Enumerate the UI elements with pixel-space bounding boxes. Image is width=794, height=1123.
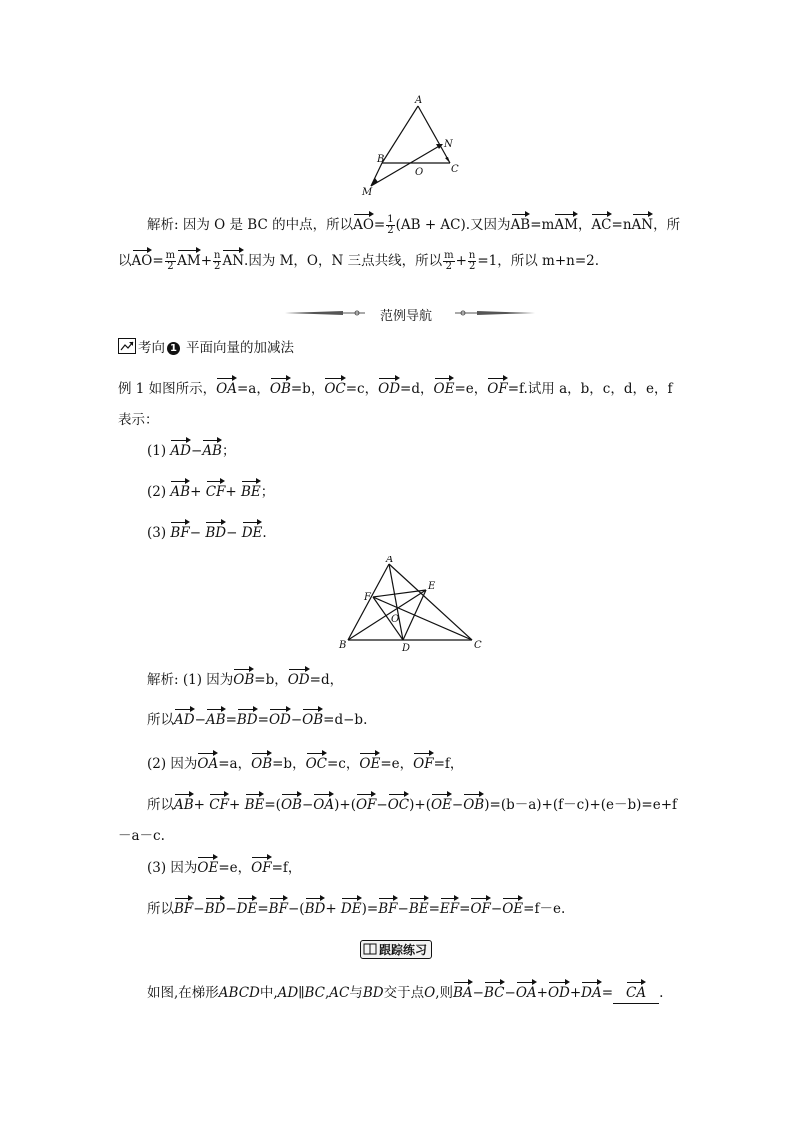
fraction-half: $\frac{1}{2}$ — [387, 214, 394, 236]
figure-triangle-1 — [355, 93, 465, 203]
label-D: D — [402, 643, 411, 654]
answer-blank: CA — [613, 983, 659, 1004]
label-N: N — [444, 139, 453, 150]
solution-2-part-1-result: 所以AD−AB=BD=OD−OB=d−b. — [147, 712, 368, 728]
label-C: C — [451, 164, 459, 175]
example-1-line-2: 表示： — [118, 412, 159, 428]
label-A: A — [415, 95, 423, 106]
vec-AO: AO — [353, 217, 374, 233]
solution-2-part-3: (3) 因为OE=e，OF=f， — [147, 860, 302, 876]
exercise-text: 如图,在梯形ABCD中,AD∥BC,AC与BD交于点O,则BA−BC−OA+OD+DA= CA . — [147, 983, 663, 1004]
question-3: (3) BF− BD− DE. — [147, 525, 267, 541]
label-E: E — [428, 581, 436, 592]
question-2: (2) AB+ CF+ BE； — [147, 484, 275, 500]
section-title: 平面向量的加减法 — [186, 340, 294, 356]
label-O: O — [415, 167, 424, 178]
solution-2-part-2: (2) 因为OA=a，OB=b，OC=c，OE=e，OF=f， — [147, 756, 464, 772]
label-B: B — [377, 154, 385, 165]
banner-title: 范例导航 — [380, 309, 433, 324]
label-C: C — [474, 640, 482, 651]
label-O: O — [391, 614, 400, 625]
section-number-badge: 1 — [167, 342, 180, 355]
practice-label: 跟踪练习 — [360, 940, 432, 958]
section-heading: 考向 1 平面向量的加减法 — [118, 338, 294, 358]
trend-icon — [118, 338, 136, 354]
figure-triangle-2 — [333, 556, 493, 656]
question-1: (1) AD−AB； — [147, 443, 236, 459]
solution-1-line-2: 以AO= $\frac{m}{2}$ AM+ $\frac{n}{2}$ AN.因为 M，O，N 三点共线，所以 $\frac{m}{2}$ + $\frac{n}{2}$ =1，所以 m+n=2. — [118, 250, 600, 272]
example-1-line-1: 例 1 如图所示，OA=a，OB=b，OC=c，OD=d，OE=e，OF=f.试用 a，b，c，d，e，f — [118, 381, 673, 397]
solution-2-part-2-result: 所以AB+ CF+ BE=(OB−OA)+(OF−OC)+(OE−OB)=(b－a)+(f－c)+(e－b)=e+f — [147, 797, 678, 813]
solution-1-line-1: 解析: 因为 O 是 BC 的中点，所以AO= $\frac{1}{2}$ (AB + AC).又因为AB=mAM，AC=nAN，所 — [147, 214, 681, 236]
label-B: B — [339, 640, 347, 651]
label-F: F — [364, 592, 371, 603]
label-M: M — [362, 187, 373, 198]
book-icon — [363, 943, 377, 955]
solution-2-part-1: 解析: (1) 因为OB=b，OD=d， — [147, 672, 344, 688]
solution-2-part-2-cont: －a－c. — [118, 828, 165, 844]
solution-2-part-3-result: 所以BF−BD−DE=BF−(BD+ DE)=BF−BE=EF=OF−OE=f－e. — [147, 901, 566, 917]
label-A: A — [386, 556, 394, 565]
